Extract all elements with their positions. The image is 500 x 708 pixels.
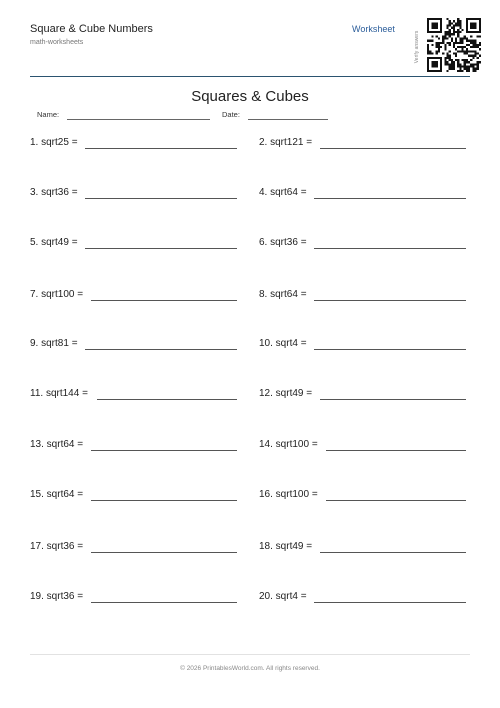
answer-line[interactable] [314,349,466,350]
problem-text: 12. sqrt49 = [259,388,313,399]
answer-line[interactable] [85,349,237,350]
problem-2[interactable] [259,137,466,151]
problem-text: 6. sqrt36 = [259,237,307,248]
answer-line[interactable] [326,500,466,501]
problem-15[interactable] [30,489,237,503]
problem-text: 20. sqrt4 = [259,591,307,602]
problem-text: 7. sqrt100 = [30,289,84,300]
name-field-line[interactable] [67,119,210,120]
problem-16[interactable] [259,489,466,503]
problem-text: 13. sqrt64 = [30,439,84,450]
problem-17[interactable] [30,541,237,555]
problem-11[interactable] [30,388,237,402]
problem-8[interactable] [259,289,466,303]
answer-line[interactable] [320,148,466,149]
answer-line[interactable] [314,248,466,249]
problem-7[interactable] [30,289,237,303]
problem-text: 10. sqrt4 = [259,338,307,349]
problem-text: 15. sqrt64 = [30,489,84,500]
problem-text: 19. sqrt36 = [30,591,84,602]
answer-line[interactable] [85,148,237,149]
worksheet-badge: Worksheet [352,24,395,34]
problem-12[interactable] [259,388,466,402]
problem-13[interactable] [30,439,237,453]
name-label: Name: [37,110,60,119]
header-divider [30,76,470,77]
answer-line[interactable] [314,300,466,301]
answer-line[interactable] [320,399,466,400]
problem-19[interactable] [30,591,237,605]
answer-line[interactable] [320,552,466,553]
problem-9[interactable] [30,338,237,352]
answer-line[interactable] [326,450,466,451]
answer-line[interactable] [97,399,237,400]
footer-copyright: © 2026 PrintablesWorld.com. All rights reserved. [180,665,320,672]
problem-6[interactable] [259,237,466,251]
qr-code-icon [427,18,481,72]
answer-line[interactable] [91,500,237,501]
answer-line[interactable] [85,248,237,249]
page-header [30,20,470,76]
problem-20[interactable] [259,591,466,605]
problem-text: 2. sqrt121 = [259,137,313,148]
answer-line[interactable] [91,552,237,553]
answer-line[interactable] [91,602,237,603]
problem-text: 9. sqrt81 = [30,338,78,349]
answer-line[interactable] [91,450,237,451]
problem-text: 17. sqrt36 = [30,541,84,552]
problem-3[interactable] [30,187,237,201]
problem-14[interactable] [259,439,466,453]
problem-1[interactable] [30,137,237,151]
problem-text: 5. sqrt49 = [30,237,78,248]
date-label: Date: [222,110,240,119]
answer-line[interactable] [314,602,466,603]
header-subtitle: math-worksheets [30,39,84,46]
problem-18[interactable] [259,541,466,555]
worksheet-title: Squares & Cubes [191,88,309,105]
problem-text: 18. sqrt49 = [259,541,313,552]
problem-text: 4. sqrt64 = [259,187,307,198]
problem-text: 1. sqrt25 = [30,137,78,148]
header-title: Square & Cube Numbers [30,23,153,35]
problem-4[interactable] [259,187,466,201]
problem-text: 16. sqrt100 = [259,489,318,500]
footer-divider [30,654,470,655]
problem-10[interactable] [259,338,466,352]
problem-text: 8. sqrt64 = [259,289,307,300]
answer-line[interactable] [85,198,237,199]
verify-label-text: Verify answers [414,30,420,64]
answer-line[interactable] [91,300,237,301]
problem-5[interactable] [30,237,237,251]
problem-text: 11. sqrt144 = [30,388,88,399]
problem-text: 3. sqrt36 = [30,187,78,198]
verify-label [412,23,422,71]
date-field-line[interactable] [248,119,328,120]
answer-line[interactable] [314,198,466,199]
problem-text: 14. sqrt100 = [259,439,318,450]
